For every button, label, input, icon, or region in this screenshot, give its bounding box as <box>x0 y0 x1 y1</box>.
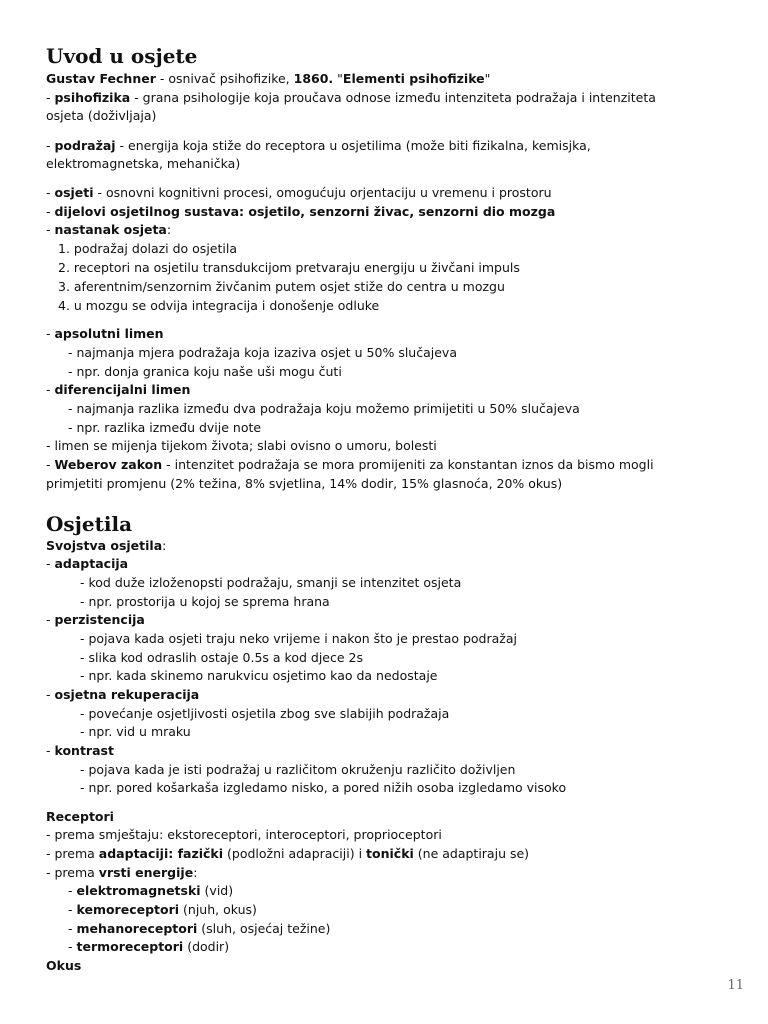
line-nastanak: - nastanak osjeta: <box>46 222 172 237</box>
line-kontrast: - kontrast <box>46 743 114 758</box>
list-item: - npr. kada skinemo narukvicu osjetimo kao da nedostaje <box>80 668 438 683</box>
line-psihofizika-cont: osjeta (doživljaja) <box>46 108 157 123</box>
list-item: - npr. pored košarkaša izgledamo nisko, a pored nižih osoba izgledamo visoko <box>80 780 567 795</box>
line-okus: Okus <box>46 958 82 973</box>
list-item: - kemoreceptori (njuh, okus) <box>68 902 257 917</box>
page-number: 11 <box>727 978 744 993</box>
line-vrsta-energije: - prema vrsti energije: <box>46 865 198 880</box>
line-limen: - limen se mijenja tijekom života; slabi ovisno o umoru, bolesti <box>46 438 437 453</box>
line-receptori-heading: Receptori <box>46 809 114 824</box>
line-smjestaj: - prema smještaju: ekstoreceptori, interoceptori, proprioceptori <box>46 827 442 842</box>
line-adaptacija-receptora: - prema adaptaciji: fazički (podložni adapraciji) i tonički (ne adaptiraju se) <box>46 846 530 861</box>
list-item: - kod duže izloženopsti podražaju, smanji se intenzitet osjeta <box>80 575 462 590</box>
list-item: 1. podražaj dolazi do osjetila <box>58 241 237 256</box>
line-osjeti: - osjeti - osnovni kognitivni procesi, omogućuju orjentaciju u vremenu i prostoru <box>46 185 552 200</box>
line-apsolutni-limen: - apsolutni limen <box>46 326 164 341</box>
list-item: - pojava kada osjeti traju neko vrijeme i nakon što je prestao podražaj <box>80 631 517 646</box>
list-item: - npr. prostorija u kojoj se sprema hrana <box>80 594 330 609</box>
line-svojstva: Svojstva osjetila: <box>46 538 167 553</box>
list-item: 4. u mozgu se odvija integracija i donošenje odluke <box>58 298 380 313</box>
list-item: - slika kod odraslih ostaje 0.5s a kod djece 2s <box>80 650 363 665</box>
line-perzistencija: - perzistencija <box>46 612 145 627</box>
heading-osjetila: Osjetila <box>46 512 133 536</box>
line-podrazaj: - podražaj - energija koja stiže do receptora u osjetilima (može biti fizikalna, kemisjka, <box>46 138 591 153</box>
line-dijelovi: - dijelovi osjetilnog sustava: osjetilo, senzorni živac, senzorni dio mozga <box>46 204 556 219</box>
list-item: - npr. vid u mraku <box>80 724 191 739</box>
list-item: - pojava kada je isti podražaj u različitom okruženju različito doživljen <box>80 762 516 777</box>
line-podrazaj-cont: elektromagnetska, mehanička) <box>46 156 241 171</box>
line-psihofizika: - psihofizika - grana psihologije koja proučava odnose između intenziteta podražaja i intenziteta <box>46 90 656 105</box>
line-fechner: Gustav Fechner - osnivač psihofizike, 1860. "Elementi psihofizike" <box>46 71 491 86</box>
list-item: 3. aferentnim/senzornim živčanim putem osjet stiže do centra u mozgu <box>58 279 505 294</box>
line-weber-cont: primjetiti promjenu (2% težina, 8% svjetlina, 14% dodir, 15% glasnoća, 20% okus) <box>46 476 563 491</box>
list-item: - povećanje osjetljivosti osjetila zbog sve slabijih podražaja <box>80 706 450 721</box>
line-diferencijalni-limen: - diferencijalni limen <box>46 382 191 397</box>
list-item: - npr. donja granica koju naše uši mogu čuti <box>68 364 342 379</box>
line-adaptacija: - adaptacija <box>46 556 129 571</box>
list-item: - najmanja mjera podražaja koja izaziva osjet u 50% slučajeva <box>68 345 457 360</box>
line-weber: - Weberov zakon - intenzitet podražaja se mora promijeniti za konstantan iznos da bismo mogli <box>46 457 654 472</box>
heading-uvod-u-osjete: Uvod u osjete <box>46 44 198 68</box>
list-item: - elektromagnetski (vid) <box>68 883 234 898</box>
list-item: - npr. razlika između dvije note <box>68 420 262 435</box>
list-item: - mehanoreceptori (sluh, osjećaj težine) <box>68 921 331 936</box>
line-osjetna-rekuperacija: - osjetna rekuperacija <box>46 687 200 702</box>
list-item: - najmanja razlika između dva podražaja koju možemo primijetiti u 50% slučajeva <box>68 401 580 416</box>
list-item: 2. receptori na osjetilu transdukcijom pretvaraju energiju u živčani impuls <box>58 260 520 275</box>
list-item: - termoreceptori (dodir) <box>68 939 230 954</box>
